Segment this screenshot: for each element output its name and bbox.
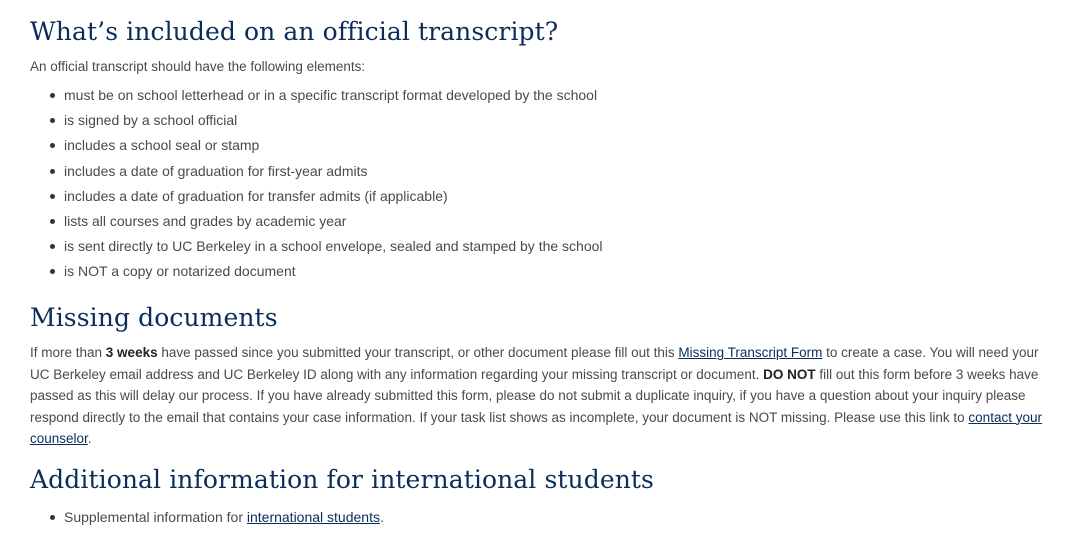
missing-documents-paragraph (30, 342, 1055, 450)
bold-text: DO NOT (763, 366, 816, 382)
bold-text: 3 weeks (105, 345, 158, 360)
list-item: lists all courses and grades by academic year (64, 209, 603, 234)
international-students-link[interactable]: international students (246, 509, 380, 525)
list-item: includes a date of graduation for first-year admits (64, 159, 603, 184)
international-students-list (30, 505, 384, 530)
paragraph-text: . (87, 431, 92, 446)
list-item: is sent directly to UC Berkeley in a school envelope, sealed and stamped by the school (64, 234, 603, 259)
contact-counselor-link[interactable]: contact your counselor (30, 409, 1042, 446)
official-transcript-list (30, 83, 603, 285)
list-item: includes a date of graduation for transfer admits (if applicable) (64, 184, 603, 209)
paragraph-text: to create a case. You will need your UC Berkeley email address and UC Berkeley ID along with any information regarding your missing transcript or document. (30, 345, 1039, 382)
list-item-text: . (379, 509, 384, 525)
paragraph-text: If more than (30, 345, 106, 360)
missing-documents-heading: Missing documents (30, 303, 278, 332)
list-item: must be on school letterhead or in a specific transcript format developed by the school (64, 83, 603, 108)
official-transcript-intro: An official transcript should have the following elements: (30, 59, 366, 74)
list-item: is NOT a copy or notarized document (64, 259, 603, 284)
list-item: includes a school seal or stamp (64, 133, 603, 158)
list-item (64, 505, 384, 530)
official-transcript-heading: What’s included on an official transcript? (30, 17, 559, 46)
list-item: is signed by a school official (64, 108, 603, 133)
paragraph-text: fill out this form before 3 weeks have passed as this will delay our process. If you have already submitted this form, please do not submit a duplicate inquiry, if you have a question about your inquiry please respond directly to the email that contains your case information. If your task list shows as incomplete, your document is NOT missing. Please use this link to (30, 366, 1039, 425)
international-students-heading: Additional information for international students (30, 465, 654, 494)
paragraph-text: have passed since you submitted your transcript, or other document please fill out this (157, 345, 679, 360)
missing-transcript-form-link[interactable]: Missing Transcript Form (678, 345, 823, 360)
list-item-text: Supplemental information for (64, 509, 247, 525)
